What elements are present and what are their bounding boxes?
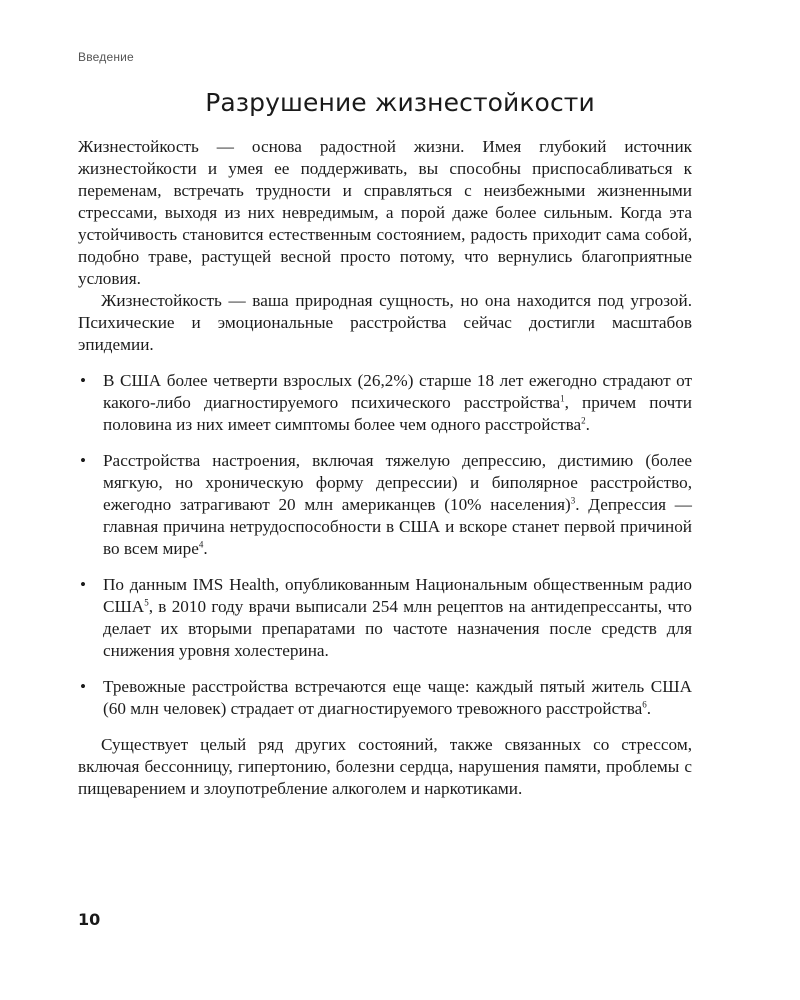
- list-item: [78, 370, 692, 436]
- list-item-text: .: [585, 415, 590, 434]
- list-item-text: , причем почти половина из них имеет симптомы более чем одного расстройства: [103, 393, 692, 434]
- bullet-icon: •: [80, 371, 87, 390]
- running-head: Введение: [78, 50, 134, 64]
- list-item: [78, 450, 692, 560]
- bullet-icon: •: [80, 451, 87, 470]
- paragraph-2: Жизнестойкость — ваша природная сущность, но она находится под угрозой. Психические и эмоциональные расстройства сейчас достигли масштабов эпидемии.: [78, 291, 692, 354]
- paragraph-1: Жизнестойкость — основа радостной жизни. Имея глубокий источник жизнестойкости и умея ее поддерживать, вы способны приспосабливаться к переменам, встречать трудности и справляться с неизбежными жизненными стрессами, выходя из них невредимым, а порой даже более сильным. Когда эта устойчивость становится естественным состоянием, радость приходит сама собой, подобно траве, растущей весной просто потому, что вернулись благоприятные условия.: [78, 137, 692, 288]
- chapter-title: Разрушение жизнестойкости: [205, 88, 595, 117]
- list-item-text: По данным IMS Health, опубликованным Национальным общественным радио США: [103, 575, 692, 616]
- list-item-text: Тревожные расстройства встречаются еще чаще: каждый пятый житель США (60 млн человек) страдает от диагностируемого тревожного расстройства: [103, 677, 692, 718]
- footnote-ref[interactable]: 6: [642, 699, 647, 710]
- footnote-ref[interactable]: 2: [581, 415, 586, 426]
- list-item: [78, 574, 692, 662]
- bullet-icon: •: [80, 575, 87, 594]
- page-number: 10: [78, 910, 101, 929]
- list-item: [78, 676, 692, 720]
- body-text: [78, 136, 692, 800]
- footnote-ref[interactable]: 3: [570, 495, 576, 506]
- footnote-ref[interactable]: 1: [560, 393, 565, 404]
- list-item-text: В США более четверти взрослых (26,2%) старше 18 лет ежегодно страдают от какого-либо диагностируемого психического расстройства: [103, 371, 692, 412]
- closing-paragraph: Существует целый ряд других состояний, также связанных со стрессом, включая бессонницу, гипертонию, болезни сердца, нарушения памяти, проблемы с пищеварением и злоупотребление алкоголем и наркотиками.: [78, 735, 692, 798]
- bullet-icon: •: [80, 677, 87, 696]
- list-item-text: Расстройства настроения, включая тяжелую депрессию, дистимию (более мягкую, но хроническую форму депрессии) и биполярное расстройство, ежегодно затрагивают 20 млн американцев (10% населения): [103, 451, 692, 514]
- list-item-text: , в 2010 году врачи выписали 254 млн рецептов на антидепрессанты, что делает их вторыми препаратами по частоте назначения после средств для снижения уровня холестерина.: [103, 597, 692, 660]
- list-item-text: .: [203, 539, 208, 558]
- statistics-list: [78, 370, 692, 720]
- footnote-ref[interactable]: 4: [198, 539, 204, 550]
- list-item-text: . Депрессия — главная причина нетрудоспособности в США и вскоре станет первой причиной во всем мире: [103, 495, 692, 558]
- list-item-text: .: [646, 699, 652, 718]
- footnote-ref[interactable]: 5: [144, 597, 149, 608]
